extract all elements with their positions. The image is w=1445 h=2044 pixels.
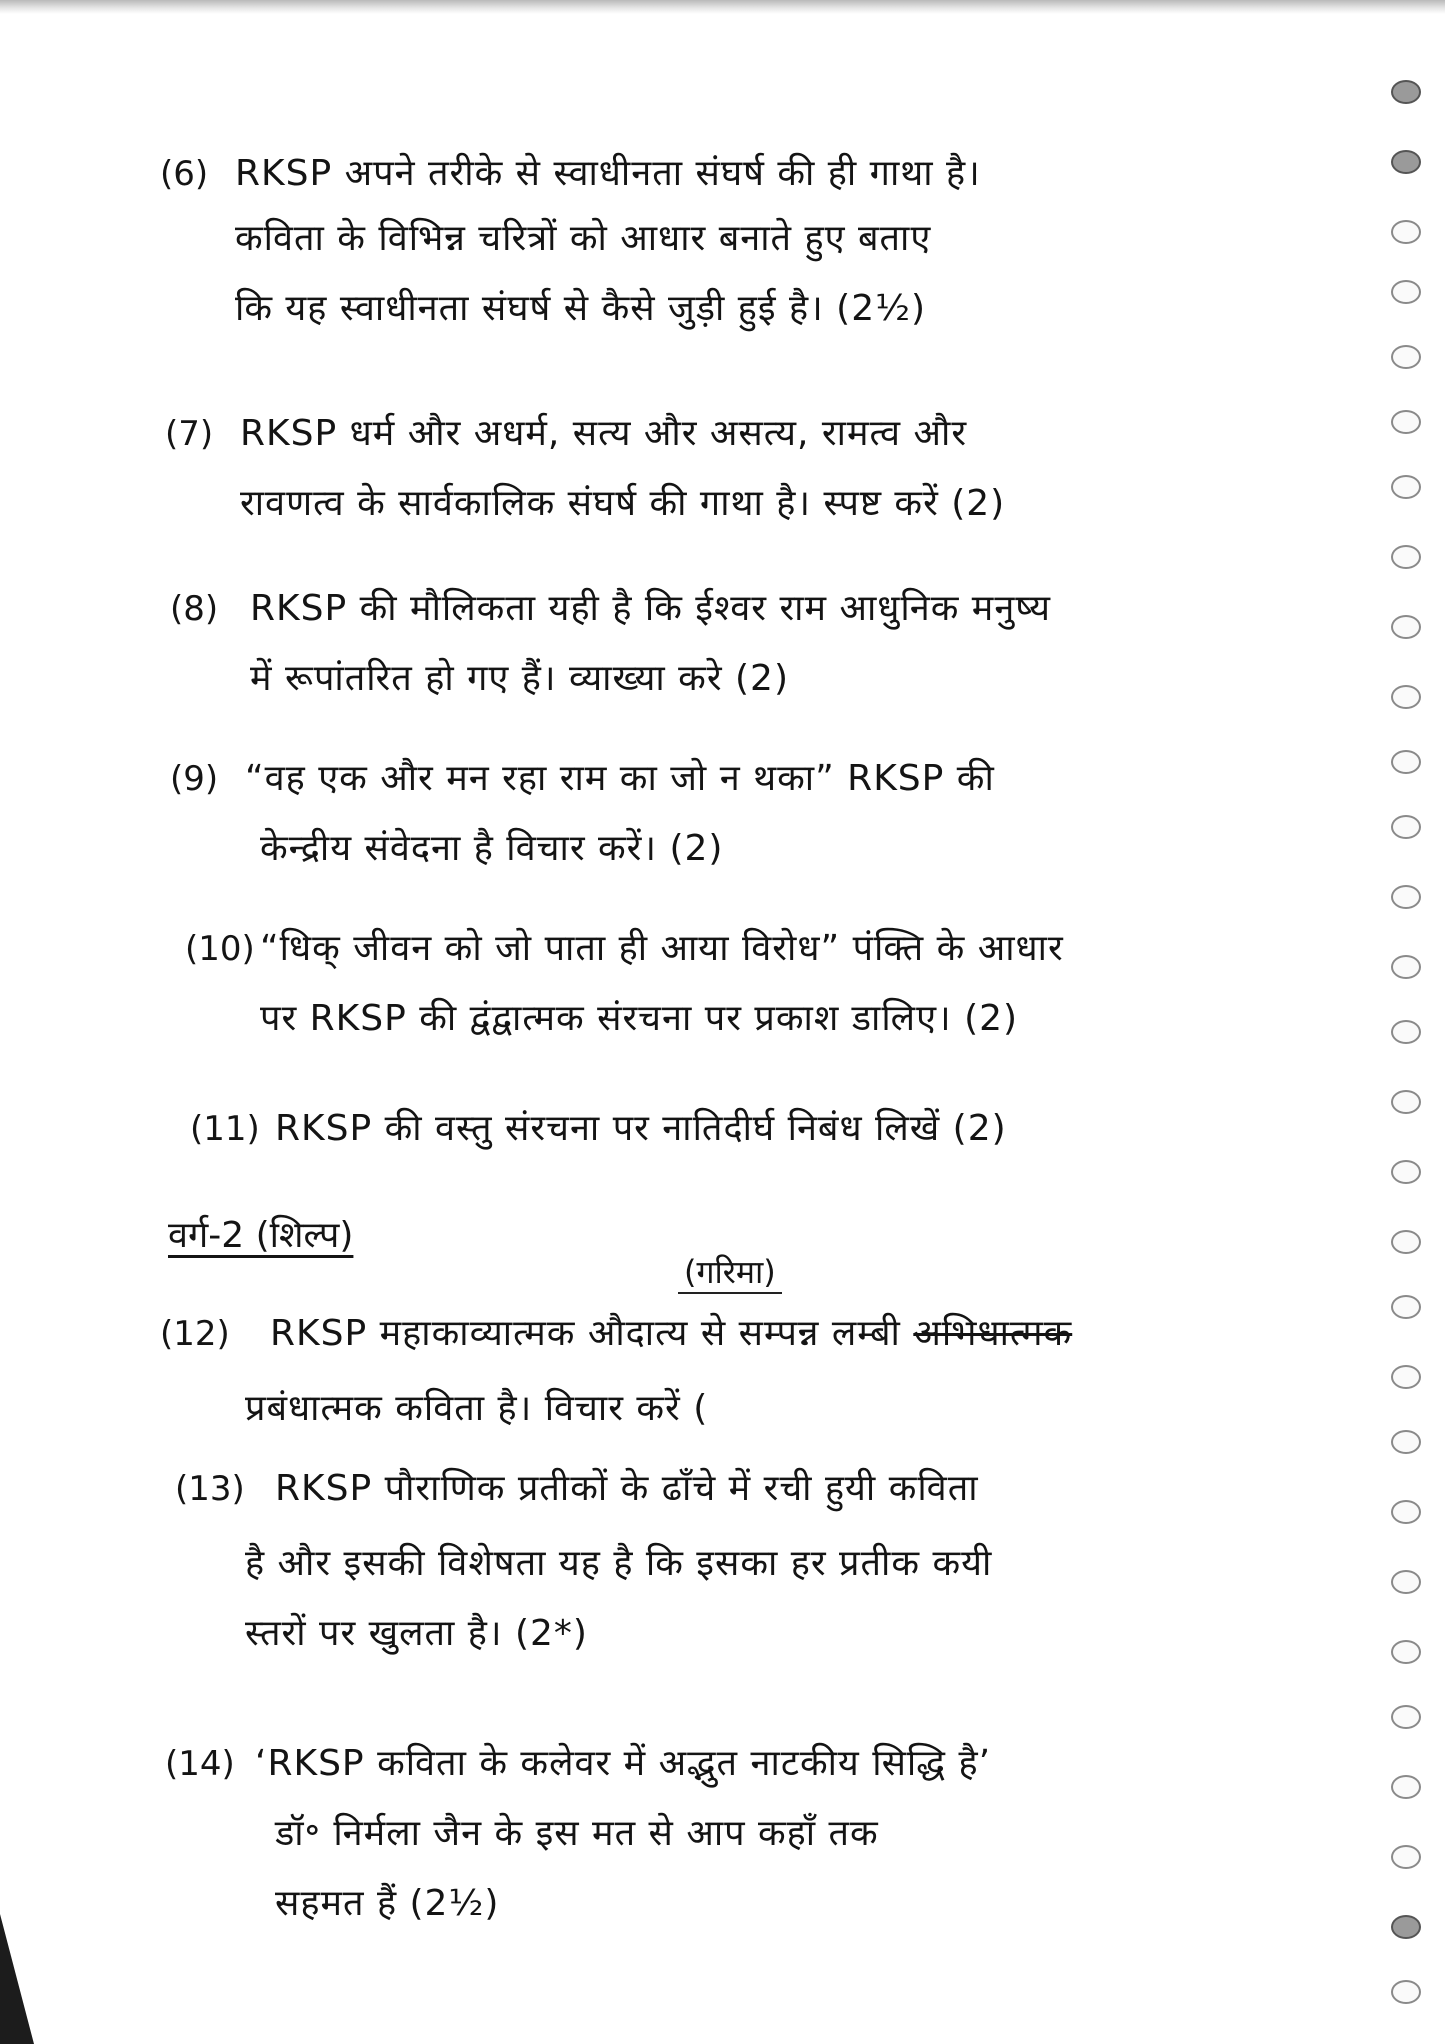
- question-8-line-1: RKSP की मौलिकता यही है कि ईश्वर राम आधुनिक मनुष्य: [250, 588, 1051, 629]
- question-number: (8): [170, 589, 219, 629]
- binding-hole: [1391, 545, 1421, 569]
- binding-hole: [1391, 1090, 1421, 1114]
- question-13-line-1: RKSP पौराणिक प्रतीकों के ढाँचे में रची हुयी कविता: [275, 1468, 979, 1509]
- binding-hole: [1391, 80, 1421, 104]
- question-9-line-2: केन्द्रीय संवेदना है विचार करें। (2): [260, 828, 724, 869]
- question-number: (12): [160, 1314, 230, 1354]
- question-12-line-2: प्रबंधात्मक कविता है। विचार करें (: [245, 1388, 709, 1429]
- section-heading: वर्ग-2 (शिल्प): [168, 1215, 354, 1256]
- binding-hole: [1391, 220, 1421, 244]
- binding-hole: [1391, 615, 1421, 639]
- question-number: (9): [170, 759, 219, 799]
- question-14-line-3: सहमत हैं (2½): [275, 1883, 500, 1924]
- binding-hole: [1391, 750, 1421, 774]
- question-number: (14): [165, 1744, 235, 1784]
- question-11-line-1: RKSP की वस्तु संरचना पर नातिदीर्घ निबंध लिखें (2): [275, 1108, 1007, 1149]
- binding-hole: [1391, 1640, 1421, 1664]
- binding-hole: [1391, 1160, 1421, 1184]
- question-number: (10): [185, 929, 255, 969]
- binding-hole: [1391, 150, 1421, 174]
- binding-hole: [1391, 1230, 1421, 1254]
- struck-through-word: अभिधात्मक: [913, 1313, 1073, 1354]
- binding-hole: [1391, 475, 1421, 499]
- binding-hole: [1391, 685, 1421, 709]
- binding-hole: [1391, 1845, 1421, 1869]
- binding-hole: [1391, 1500, 1421, 1524]
- binding-hole: [1391, 1020, 1421, 1044]
- binding-hole: [1391, 1295, 1421, 1319]
- question-number: (6): [160, 154, 209, 194]
- binding-hole: [1391, 1915, 1421, 1939]
- binding-hole: [1391, 885, 1421, 909]
- binding-hole: [1391, 1775, 1421, 1799]
- margin-annotation: (गरिमा): [678, 1252, 782, 1294]
- binding-hole: [1391, 1705, 1421, 1729]
- question-number: (7): [165, 414, 214, 454]
- question-10-line-1: “धिक् जीवन को जो पाता ही आया विरोध” पंक्ति के आधार: [260, 928, 1064, 969]
- question-8-line-2: में रूपांतरित हो गए हैं। व्याख्या करे (2): [250, 658, 789, 699]
- question-14-line-2: डॉ॰ निर्मला जैन के इस मत से आप कहाँ तक: [275, 1813, 879, 1854]
- question-13-line-3: स्तरों पर खुलता है। (2*): [245, 1613, 588, 1654]
- question-number: (13): [175, 1469, 245, 1509]
- binding-hole: [1391, 1570, 1421, 1594]
- question-14-line-1: ‘RKSP कविता के कलेवर में अद्भुत नाटकीय सिद्धि है’: [255, 1743, 992, 1784]
- binding-hole: [1391, 345, 1421, 369]
- binding-hole: [1391, 1980, 1421, 2004]
- question-6-line-1: RKSP अपने तरीके से स्वाधीनता संघर्ष की ही गाथा है।: [235, 153, 981, 194]
- question-number: (11): [190, 1109, 260, 1149]
- question-7-line-2: रावणत्व के सार्वकालिक संघर्ष की गाथा है। स्पष्ट करें (2): [240, 483, 1006, 524]
- question-9-line-1: “वह एक और मन रहा राम का जो न थका” RKSP की: [245, 758, 995, 799]
- question-10-line-2: पर RKSP की द्वंद्वात्मक संरचना पर प्रकाश डालिए। (2): [260, 998, 1019, 1039]
- question-13-line-2: है और इसकी विशेषता यह है कि इसका हर प्रतीक कयी: [245, 1543, 993, 1584]
- binding-hole: [1391, 410, 1421, 434]
- binding-hole: [1391, 955, 1421, 979]
- question-7-line-1: RKSP धर्म और अधर्म, सत्य और असत्य, रामत्व और: [240, 413, 968, 454]
- binding-hole: [1391, 280, 1421, 304]
- binding-hole: [1391, 815, 1421, 839]
- question-12-text: RKSP महाकाव्यात्मक औदात्य से सम्पन्न लम्बी: [270, 1313, 901, 1354]
- binding-hole: [1391, 1430, 1421, 1454]
- notebook-binding-holes: [1383, 70, 1427, 2030]
- binding-hole: [1391, 1365, 1421, 1389]
- question-6-line-3: कि यह स्वाधीनता संघर्ष से कैसे जुड़ी हुई है। (2½): [235, 288, 927, 329]
- question-12-line-1: [270, 1310, 1072, 1358]
- question-6-line-2: कविता के विभिन्न चरित्रों को आधार बनाते हुए बताए: [235, 218, 932, 259]
